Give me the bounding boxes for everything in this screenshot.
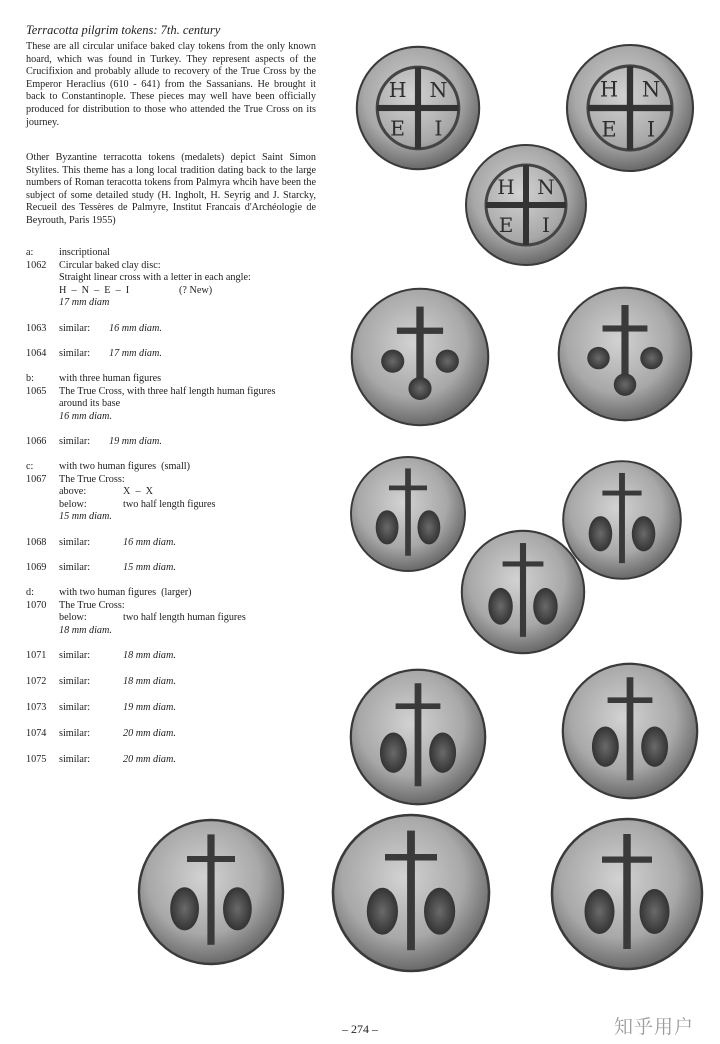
section-d-header: d: with two human figures (larger): [26, 587, 192, 599]
catalogue-list: [26, 247, 326, 767]
token-photo-1062: [357, 47, 479, 169]
token-photo-1070: [351, 670, 485, 804]
token-photo-1067: [351, 457, 465, 571]
entry-1070-diameter: 18 mm diam.: [59, 624, 112, 636]
entry-1065-description: around its base: [59, 398, 121, 410]
token-photo-1074: [552, 819, 702, 969]
catalog-entry-1064: 1064 similar: 17 mm diam.: [26, 347, 162, 359]
catalog-entry-1075: 1075 similar: 20 mm diam.: [26, 753, 176, 765]
page-heading: Terracotta pilgrim tokens: 7th. century: [26, 23, 221, 37]
token-photo-1069: [462, 531, 584, 653]
watermark: 知乎用户: [613, 1016, 694, 1038]
section-c-header: c: with two human figures (small): [26, 461, 190, 473]
catalog-entry-1068: 1068 similar: 16 mm diam.: [26, 536, 176, 548]
entry-1070-below: below: two half length human figures: [59, 612, 246, 624]
catalog-entry-1072: 1072 similar: 18 mm diam.: [26, 675, 176, 687]
catalog-entry-1069: 1069 similar: 15 mm diam.: [26, 561, 176, 573]
catalog-entry-1071: 1071 similar: 18 mm diam.: [26, 650, 176, 661]
intro-paragraph: These are all circular uniface baked clay tokens from the only known hoard, which was found in Turkey. They represent aspects of the Crucifixion and probably allude to recovery of the True Cross by the Emperor Heraclius (610 - 641) from the Sassanians. He brought it back to Constantinople. These pieces may well have been officially produced for distribution to those who attended the True Cross on its journey.: [26, 41, 316, 128]
token-plates: I: [0, 0, 720, 1044]
catalog-entry-1063: 1063 similar: 16 mm diam.: [26, 322, 162, 334]
entry-1062-letters: H – N – E – I (? New): [59, 284, 213, 296]
token-photo-1063: [567, 45, 693, 171]
entry-1062-description: Straight linear cross with a letter in each angle:: [59, 272, 251, 284]
entry-1067-below: below: two half length figures: [59, 498, 216, 510]
catalog-entry-1066: 1066 similar: 19 mm diam.: [26, 435, 162, 447]
token-photo-1066: [559, 288, 692, 421]
catalog-entry-1065: 1065 The True Cross, with three half length human figures: [26, 385, 276, 397]
token-photo-1072: [139, 820, 283, 964]
entry-1067-diameter: 15 mm diam.: [59, 511, 112, 523]
token-photo-1073: [333, 815, 489, 971]
catalog-entry-1074: 1074 similar: 20 mm diam.: [26, 727, 176, 739]
token-photo-1071: [563, 664, 697, 798]
stylites-paragraph: Other Byzantine terracotta tokens (medalets) depict Saint Simon Stylites. This theme has a long local tradition dating back to the large numbers of Roman teracotta tokens from Palmyra whcih have been the subject of some detailed study (H. Ingholt, H. Seyrig and J. Starcky, Recueil des Tessères de Palmyre, Institut Francais d'Archéologie de Beyrouth, Paris 1955): [26, 152, 316, 226]
catalog-entry-1062: 1062 Circular baked clay disc:: [26, 259, 161, 271]
catalog-entry-1067: 1067 The True Cross:: [26, 473, 125, 485]
token-photo-1068: [563, 461, 681, 579]
entry-1062-diameter: 17 mm diam: [59, 297, 110, 309]
page-number: – 274 –: [342, 1022, 378, 1036]
token-photo-1065: [352, 289, 489, 426]
entry-1067-above: above: X – X: [59, 486, 153, 498]
entry-1065-diameter: 16 mm diam.: [59, 410, 112, 422]
catalog-entry-1070: 1070 The True Cross:: [26, 599, 125, 611]
token-photo-1064: [466, 145, 586, 265]
section-a-header: a: inscriptional: [26, 247, 110, 258]
section-b-header: b: with three human figures: [26, 372, 162, 384]
catalog-entry-1073: 1073 similar: 19 mm diam.: [26, 701, 176, 713]
